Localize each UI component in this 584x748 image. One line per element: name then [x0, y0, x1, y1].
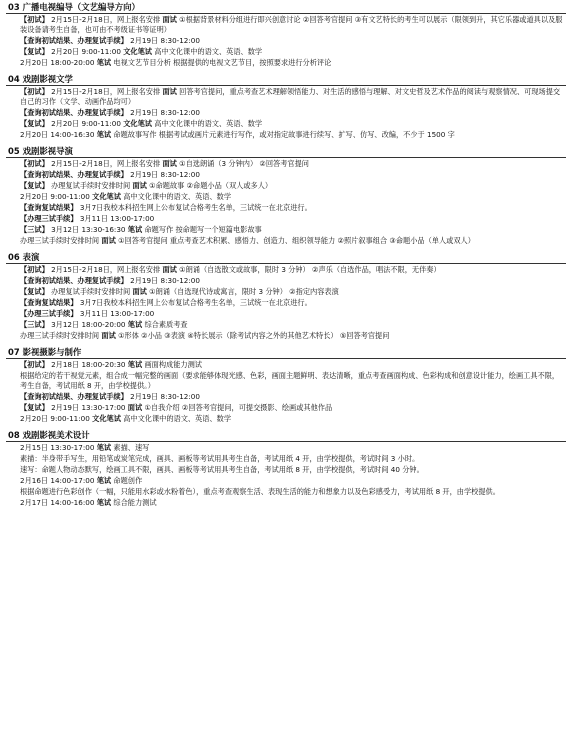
exam-content: ①朗诵（自选现代诗或寓言，限时 3 分钟） ②指定内容表演	[149, 287, 339, 296]
stage-tag: 【查询复试结果】	[20, 203, 78, 212]
schedule-line	[6, 265, 566, 275]
exam-section	[6, 430, 566, 514]
schedule-line	[6, 443, 566, 453]
time-slot: 2月18日 18:00-20:30	[51, 360, 126, 369]
time-slot: 2月20日 9:00-11:00	[51, 47, 121, 56]
stage-tag: 【办理三试手续】	[20, 309, 78, 318]
exam-content: 画面构成能力测试	[144, 360, 202, 369]
schedule-line	[6, 360, 566, 370]
time-slot: 3月7日我校本科招生网上公布复试合格考生名单，三试统一在北京进行。	[79, 203, 312, 212]
exam-type: 面试	[162, 265, 177, 274]
exam-content: 高中文化课中的语文、英语、数学	[154, 119, 263, 128]
schedule-line	[6, 236, 566, 246]
schedule-line	[6, 119, 566, 129]
time-slot: 2月15日-2月18日，网上报名安排	[51, 87, 161, 96]
time-slot: 3月11日 13:00-17:00	[79, 309, 155, 318]
schedule-line	[6, 36, 566, 46]
time-slot: 办理三试手续时安排时间	[20, 236, 100, 245]
exam-type: 笔试	[96, 130, 112, 139]
time-slot: 2月15日-2月18日，网上报名安排	[51, 265, 161, 274]
exam-type: 笔试	[96, 58, 112, 67]
stage-tag: 【复试】	[20, 287, 49, 296]
time-slot: 2月20日 18:00-20:00	[20, 58, 95, 67]
schedule-line	[6, 58, 566, 68]
time-slot: 3月7日我校本科招生网上公布复试合格考生名单，三试统一在北京进行。	[79, 298, 312, 307]
time-slot: 2月20日 14:00-16:30	[20, 130, 95, 139]
time-slot: 3月12日 13:30-16:30	[51, 225, 126, 234]
time-slot: 2月19日 8:30-12:00	[130, 170, 200, 179]
stage-tag: 【查询复试结果】	[20, 298, 78, 307]
schedule-line	[6, 170, 566, 180]
stage-tag: 【初试】	[20, 265, 49, 274]
schedule-line	[6, 181, 566, 191]
time-slot: 2月20日 9:00-11:00	[20, 192, 90, 201]
schedule-line	[6, 287, 566, 297]
exam-content: 高中文化课中的语文、英语、数学	[123, 414, 232, 423]
schedule-line	[6, 392, 566, 402]
exam-content: ①回答考官提问 重点考查艺术积累、感悟力、创造力、组织领导能力 ②照片叙事组合 ③命题小品（单人或双人）	[118, 236, 475, 245]
exam-type: 面试	[101, 236, 116, 245]
schedule-line	[6, 309, 566, 319]
time-slot: 2月19日 8:30-12:00	[130, 108, 200, 117]
schedule-line	[6, 476, 566, 486]
exam-content: 命题故事写作 根据考试或画片元素进行写作，或对指定故事进行续写、扩写、仿写、改编，不少于 1500 字	[113, 130, 455, 139]
schedule-line	[6, 487, 566, 497]
time-slot: 2月20日 9:00-11:00	[20, 414, 90, 423]
exam-type: 文化笔试	[92, 192, 121, 201]
exam-content: 素描：半身带手写生，用铅笔或炭笔完成，画具、画板等考试用具考生自备，考试用纸 4 开，由学校提供，考试时间 3 小时。	[20, 454, 420, 463]
exam-section	[6, 2, 566, 74]
schedule-line	[6, 298, 566, 308]
stage-tag: 【查询初试结果、办理复试手续】	[20, 108, 128, 117]
exam-type: 文化笔试	[123, 47, 152, 56]
section-gap	[6, 509, 566, 514]
exam-content: ①根据背景材料分组进行即兴创意讨论 ②回答考官提问 ③有文艺特长的考生可以展示（限领到升，其它乐器或道具以及服装设备请考生自备，也可由不考级证书等证明）	[20, 15, 563, 34]
exam-type: 笔试	[96, 443, 112, 452]
stage-tag: 【初试】	[20, 360, 49, 369]
schedule-line	[6, 130, 566, 140]
schedule-line	[6, 371, 566, 391]
time-slot: 3月11日 13:00-17:00	[79, 214, 155, 223]
time-slot: 2月19日 8:30-12:00	[130, 392, 200, 401]
schedule-line	[6, 331, 566, 341]
schedule-line	[6, 454, 566, 464]
stage-tag: 【查询初试结果、办理复试手续】	[20, 170, 128, 179]
schedule-line	[6, 108, 566, 118]
exam-content: ①命题故事 ②命题小品（双人或多人）	[149, 181, 273, 190]
exam-content: 命题创作	[113, 476, 143, 485]
schedule-line	[6, 214, 566, 224]
exam-section	[6, 252, 566, 347]
stage-tag: 【初试】	[20, 87, 49, 96]
exam-content: 综合素质考查	[144, 320, 188, 329]
exam-type: 笔试	[96, 476, 112, 485]
schedule-line	[6, 276, 566, 286]
time-slot: 办理三试手续时安排时间	[20, 331, 100, 340]
stage-tag: 【办理三试手续】	[20, 214, 78, 223]
stage-tag: 【查询初试结果、办理复试手续】	[20, 392, 128, 401]
exam-section	[6, 146, 566, 252]
stage-tag: 【三试】	[20, 320, 49, 329]
schedule-line	[6, 203, 566, 213]
exam-type: 面试	[101, 331, 116, 340]
exam-content: ①自选朗诵（3 分钟内） ②回答考官提问	[179, 159, 309, 168]
exam-type: 文化笔试	[123, 119, 152, 128]
stage-tag: 【初试】	[20, 15, 49, 24]
exam-content: 综合能力测试	[113, 498, 157, 507]
stage-tag: 【复试】	[20, 181, 49, 190]
stage-tag: 【复试】	[20, 47, 49, 56]
time-slot: 3月12日 18:00-20:00	[51, 320, 126, 329]
schedule-line	[6, 47, 566, 57]
exam-type: 面试	[132, 181, 147, 190]
schedule-line	[6, 159, 566, 169]
schedule-line	[6, 87, 566, 107]
section-title: 06 表演	[6, 252, 566, 264]
exam-type: 面试	[162, 159, 177, 168]
section-title: 08 戏剧影视美术设计	[6, 430, 566, 442]
exam-content: ①朗诵（自选散文或故事，限时 3 分钟） ②声乐（自选作品，唱法不限，无伴奏）	[179, 265, 441, 274]
exam-content: ①自我介绍 ②回答考官提问，可提交摄影、绘画或其他作品	[144, 403, 333, 412]
stage-tag: 【查询初试结果、办理复试手续】	[20, 276, 128, 285]
exam-type: 文化笔试	[92, 414, 121, 423]
time-slot: 2月19日 8:30-12:00	[130, 276, 200, 285]
exam-type: 笔试	[127, 225, 143, 234]
time-slot: 办理复试手续时安排时间	[51, 181, 131, 190]
exam-type: 面试	[132, 287, 147, 296]
exam-type: 笔试	[127, 360, 143, 369]
time-slot: 2月20日 9:00-11:00	[51, 119, 121, 128]
stage-tag: 【初试】	[20, 159, 49, 168]
stage-tag: 【复试】	[20, 119, 49, 128]
time-slot: 2月19日 8:30-12:00	[130, 36, 200, 45]
schedule-line	[6, 414, 566, 424]
exam-content: 速写：命题人物动态默写，绘画工具不限，画具、画板等考试用具考生自备，考试用纸 8 开，由学校提供，考试时间 40 分钟。	[20, 465, 424, 474]
exam-content: 高中文化课中的语文、英语、数学	[154, 47, 263, 56]
time-slot: 2月15日-2月18日，网上报名安排	[51, 159, 161, 168]
stage-tag: 【查询初试结果、办理复试手续】	[20, 36, 128, 45]
schedule-line	[6, 15, 566, 35]
exam-section	[6, 347, 566, 430]
stage-tag: 【复试】	[20, 403, 49, 412]
schedule-line	[6, 225, 566, 235]
schedule-line	[6, 320, 566, 330]
exam-content: 高中文化课中的语文、英语、数学	[123, 192, 232, 201]
exam-type: 笔试	[127, 320, 143, 329]
time-slot: 办理复试手续时安排时间	[51, 287, 131, 296]
exam-type: 面试	[162, 87, 177, 96]
exam-content: 回答考官提问，重点考查艺术理解领悟能力、对生活的感悟与理解、对文史哲及艺术作品的阅读与观察情况、可现场提交自己的习作（文学、动画作品均可）	[20, 87, 561, 106]
exam-type: 面试	[127, 403, 143, 412]
schedule-line	[6, 498, 566, 508]
time-slot: 2月16日 14:00-17:00	[20, 476, 95, 485]
exam-content: 电视文艺节目分析 根据提供的电视文艺节目，按照要求进行分析评论	[113, 58, 332, 67]
exam-content: ①形体 ②小品 ③表演 ④特长展示（除考试内容之外的其他艺术特长） ⑤回答考官提问	[118, 331, 390, 340]
exam-content: 根据给定的若干视觉元素，组合成一幅完整的画面（要求能够体现光感、色彩，画面主题鲜明、表达清晰，重点考查画面构成、色彩构成和创意设计能力，绘画工具不限，考生自备，考试用纸 8 开，由学校提供。）	[20, 371, 560, 390]
exam-content: 命题写作 按命题写一个短篇电影故事	[144, 225, 262, 234]
exam-type: 面试	[162, 15, 177, 24]
section-title: 05 戏剧影视导演	[6, 146, 566, 158]
time-slot: 2月15日-2月18日，网上报名安排	[51, 15, 161, 24]
schedule-line	[6, 192, 566, 202]
stage-tag: 【三试】	[20, 225, 49, 234]
section-title: 03 广播电视编导（文艺编导方向）	[6, 2, 566, 14]
exam-section	[6, 74, 566, 146]
schedule-line	[6, 403, 566, 413]
exam-type: 笔试	[96, 498, 112, 507]
exam-content: 根据命题进行色彩创作（一幅，只能用水彩或水粉着色），重点考查观察生活、表现生活的能力和想象力以及色彩感受力，考试用纸 8 开，由学校提供。	[20, 487, 500, 496]
time-slot: 2月19日 13:30-17:00	[51, 403, 126, 412]
section-title: 07 影视摄影与制作	[6, 347, 566, 359]
section-title: 04 戏剧影视文学	[6, 74, 566, 86]
time-slot: 2月15日 13:30-17:00	[20, 443, 95, 452]
schedule-line	[6, 465, 566, 475]
time-slot: 2月17日 14:00-16:00	[20, 498, 95, 507]
exam-content: 素描、速写	[113, 443, 150, 452]
